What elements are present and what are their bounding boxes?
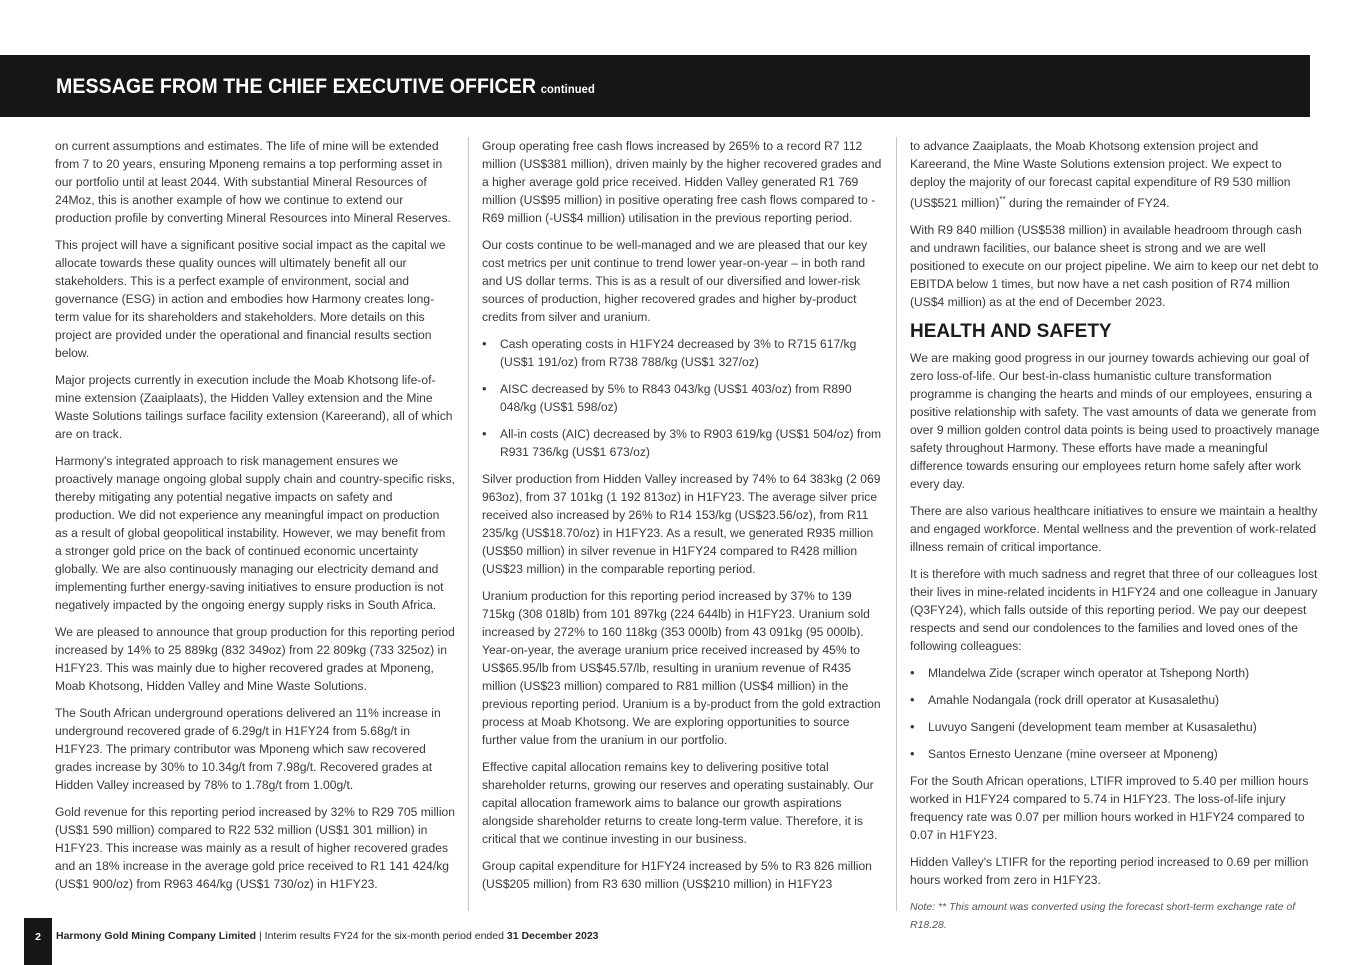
paragraph: Uranium production for this reporting period increased by 37% to 139 715kg (308 018lb) from 101 897kg (224 644lb) in H1FY23. Uranium sold increased by 272% to 160 118kg (353 000lb) from 43 091kg (95 000lb). Year-on-year, the average uranium price received increased by 45% to US$65.95/lb from US$45.57/lb, resulting in uranium revenue of R435 million (US$23 million) compared to R81 million (US$4 million) in the previous reporting period. Uranium is a by-product from the gold extraction process at Moab Khotsong. We are exploring opportunities to source further value from the uranium in our portfolio. [482, 589, 881, 747]
report-description: Interim results FY24 for the six-month period ended [264, 930, 507, 942]
paragraph: For the South African operations, LTIFR improved to 5.40 per million hours worked in H1FY24 compared to 5.74 in H1FY23. The loss-of-life injury frequency rate was 0.07 per million hours worked in H1FY24 compared to 0.07 in H1FY23. [910, 774, 1309, 843]
footer [56, 930, 599, 942]
paragraph [910, 137, 1320, 212]
list-item [482, 380, 887, 416]
page-number: 2 [24, 918, 52, 965]
page-header [0, 55, 1310, 117]
paragraph: We are making good progress in our journey towards achieving our goal of zero loss-of-life. Our best-in-class humanistic culture transformation programme is changing the hearts and minds of our employees, ensuring a positive relationship with safety. The vast amounts of data we generate from over 9 million golden control data points is being used to proactively manage safety throughout Harmony. These efforts have made a meaningful difference towards ensuring our employees return home safely after work every day. [910, 351, 1320, 492]
capex-text-end: during the remainder of FY24. [1005, 196, 1170, 211]
paragraph: We are pleased to announce that group production for this reporting period increased by 14% to 25 889kg (832 349oz) from 22 809kg (733 325oz) in H1FY23. This was mainly due to higher recovered grades at Mponeng, Moab Khotsong, Hidden Valley and Mine Waste Solutions. [55, 625, 455, 693]
list-item-text: Cash operating costs in H1FY24 decreased by 3% to R715 617/kg (US$1 191/oz) from R738 788/kg (US$1 327/oz) [500, 337, 857, 369]
paragraph: With R9 840 million (US$538 million) in available headroom through cash and undrawn facilities, our balance sheet is strong and we are well positioned to execute on our project pipeline. We aim to keep our net debt to EBITDA below 1 times, but now have a net cash position of R74 million (US$4 million) as at the end of December 2023. [910, 223, 1319, 310]
bullet-icon: • [482, 381, 487, 396]
column-2 [482, 137, 887, 902]
paragraph: It is therefore with much sadness and regret that three of our colleagues lost their lives in mine-related incidents in H1FY24 and one colleague in January (Q3FY24), which falls outside of this reporting period. We pay our deepest respects and send our condolences to the families and loved ones of the following colleagues: [910, 567, 1318, 654]
list-item [482, 425, 887, 461]
paragraph: Group operating free cash flows increased by 265% to a record R7 112 million (US$381 million), driven mainly by the higher recovered grades and a higher average gold price received. Hidden Valley generated R1 769 million (US$95 million) in positive operating free cash flows compared to -R69 million (-US$4 million) utilisation in the previous reporting period. [482, 139, 882, 225]
column-3 [910, 137, 1320, 943]
list-item-text: Mlandelwa Zide (scraper winch operator at Tshepong North) [928, 666, 1250, 681]
list-item [910, 691, 1320, 709]
paragraph: Group capital expenditure for H1FY24 increased by 5% to R3 826 million (US$205 million) from R3 630 million (US$210 million) in H1FY23 [482, 859, 872, 891]
paragraph: This project will have a significant positive social impact as the capital we allocate towards these quality ounces will ultimately benefit all our stakeholders. This is a perfect example of environment, social and governance (ESG) in action and embodies how Harmony creates long-term value for its shareholders and stakeholders. More details on this project are provided under the operational and financial results section below. [55, 238, 446, 360]
company-name: Harmony Gold Mining Company Limited [56, 930, 257, 942]
list-item [910, 718, 1320, 736]
bullet-icon: • [482, 426, 487, 441]
bullet-icon: • [910, 692, 915, 708]
column-1 [55, 137, 455, 902]
footer-separator: | [256, 930, 265, 942]
page-title [56, 75, 595, 99]
paragraph: Our costs continue to be well-managed and we are pleased that our key cost metrics per unit continue to trend lower year-on-year – in both rand and US dollar terms. This is as a result of our diversified and lower-risk sources of production, higher recovered grades and higher by-product credits from silver and uranium. [482, 238, 868, 324]
list-item-text: Amahle Nodangala (rock drill operator at Kusasalethu) [928, 693, 1220, 708]
list-item [910, 745, 1320, 763]
list-item-text: Luvuyo Sangeni (development team member at Kusasalethu) [928, 720, 1257, 735]
footnote-mark: ** [999, 195, 1006, 204]
paragraph: on current assumptions and estimates. The life of mine will be extended from 7 to 20 years, ensuring Mponeng remains a top performing asset in our portfolio until at least 2044. With substantial Mineral Resources of 24Moz, this is another example of how we continue to extend our production profile by converting Mineral Resources into Mineral Reserves. [55, 139, 451, 225]
paragraph: Gold revenue for this reporting period increased by 32% to R29 705 million (US$1 590 million) compared to R22 532 million (US$1 301 million) in H1FY23. This increase was mainly as a result of higher recovered grades and an 18% increase in the average gold price received to R1 141 424/kg (US$1 900/oz) from R963 464/kg (US$1 730/oz) in H1FY23. [55, 805, 455, 891]
page-title-text: MESSAGE FROM THE CHIEF EXECUTIVE OFFICER [56, 75, 537, 98]
paragraph: Effective capital allocation remains key to delivering positive total shareholder returns, growing our reserves and operating sustainably. Our capital allocation framework aims to balance our growth aspirations alongside shareholder returns to create long-term value. Therefore, it is critical that we continue investing in our business. [482, 760, 874, 846]
list-item-text: AISC decreased by 5% to R843 043/kg (US$1 403/oz) from R890 048/kg (US$1 598/oz) [500, 382, 852, 414]
column-divider [896, 137, 897, 911]
paragraph: Silver production from Hidden Valley increased by 74% to 64 383kg (2 069 963oz), from 37 101kg (1 192 813oz) in H1FY23. The average silver price received also increased by 26% to R14 153/kg (US$23.56/oz), from R11 235/kg (US$18.70/oz) in H1FY23. As a result, we generated R935 million (US$50 million) in silver revenue in H1FY24 compared to R428 million (US$23 million) in the comparable reporting period. [482, 472, 881, 576]
paragraph: There are also various healthcare initiatives to ensure we maintain a healthy and engaged workforce. Mental wellness and the prevention of work-related illness remain of critical importance. [910, 504, 1318, 555]
bullet-icon: • [482, 336, 487, 351]
paragraph: Harmony's integrated approach to risk management ensures we proactively manage ongoing global supply chain and country-specific risks, thereby mitigating any potential negative impacts on safety and production. We did not experience any meaningful impact on production as a result of global geopolitical instability. However, we may benefit from a stronger gold price on the back of continued economic uncertainty globally. We are also continuously managing our electricity demand and implementing further energy-saving initiatives to ensure production is not negatively impacted by the ongoing energy supply risks in South Africa. [55, 454, 455, 612]
footnote: Note: ** This amount was converted using the forecast short-term exchange rate of R18.28. [910, 901, 1296, 932]
list-item [910, 664, 1320, 682]
continued-label: continued [540, 82, 595, 96]
bullet-icon: • [910, 665, 915, 681]
paragraph: Hidden Valley's LTIFR for the reporting period increased to 0.69 per million hours worked from zero in H1FY23. [910, 855, 1309, 888]
section-heading: HEALTH AND SAFETY [910, 321, 1112, 343]
list-item-text: Santos Ernesto Uenzane (mine overseer at Mponeng) [928, 747, 1218, 762]
column-divider [468, 137, 469, 911]
colleagues-list [910, 664, 1320, 763]
paragraph: Major projects currently in execution include the Moab Khotsong life-of-mine extension (Zaaiplaats), the Hidden Valley extension and the Mine Waste Solutions tailings surface facility extension (Kareerand), all of which are on track. [55, 373, 453, 441]
cost-metrics-list [482, 335, 887, 461]
paragraph: The South African underground operations delivered an 11% increase in underground recovered grade of 6.29g/t in H1FY24 from 5.68g/t in H1FY23. The primary contributor was Mponeng which saw recovered grades increase by 30% to 10.34g/t from 7.98g/t. Recovered grades at Hidden Valley increased by 78% to 1.78g/t from 1.00g/t. [55, 706, 441, 792]
list-item-text: All-in costs (AIC) decreased by 3% to R903 619/kg (US$1 504/oz) from R931 736/kg (US$1 673/oz) [500, 427, 882, 459]
period-end: 31 December 2023 [506, 930, 599, 942]
bullet-icon: • [910, 746, 915, 762]
list-item [482, 335, 887, 371]
capex-text: to advance Zaaiplaats, the Moab Khotsong extension project and Kareerand, the Mine Waste Solutions extension project. We expect to deploy the majority of our forecast capital expenditure of R9 530 million (US$521 million) [910, 139, 1291, 211]
bullet-icon: • [910, 719, 915, 735]
